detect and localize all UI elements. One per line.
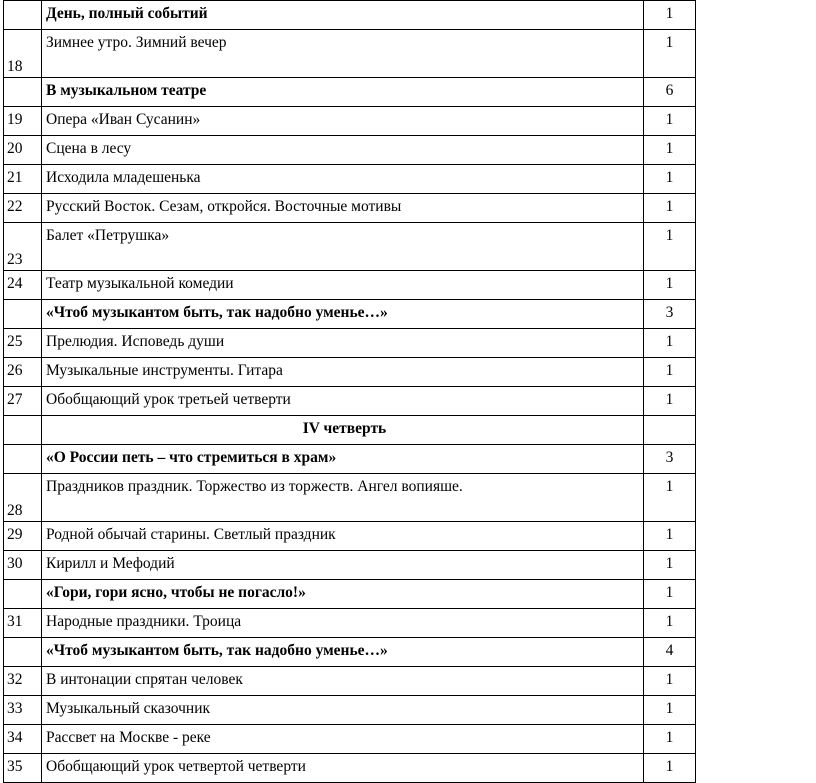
lesson-number: 29 [4,522,42,551]
lesson-title: Рассвет на Москве - реке [42,725,644,754]
table-row [4,445,696,474]
lesson-number: 28 [4,474,42,522]
table-row [4,696,696,725]
table-row [4,300,696,329]
lesson-number [4,638,42,667]
table-row [4,580,696,609]
hours-count: 1 [644,387,696,416]
table-row [4,165,696,194]
hours-count: 1 [644,1,696,30]
hours-count: 1 [644,271,696,300]
lesson-title: Родной обычай старины. Светлый праздник [42,522,644,551]
hours-count: 1 [644,194,696,223]
hours-count: 1 [644,223,696,271]
lesson-title: Обобщающий урок третьей четверти [42,387,644,416]
lesson-number: 24 [4,271,42,300]
section-title: «Чтоб музыкантом быть, так надобно уменье…» [42,300,644,329]
hours-count: 1 [644,725,696,754]
lesson-number: 25 [4,329,42,358]
lesson-title: Русский Восток. Сезам, откройся. Восточные мотивы [42,194,644,223]
hours-count: 1 [644,107,696,136]
hours-count: 1 [644,329,696,358]
hours-count: 1 [644,551,696,580]
table-row [4,638,696,667]
section-title: «О России петь – что стремиться в храм» [42,445,644,474]
hours-count: 1 [644,609,696,638]
hours-count: 3 [644,300,696,329]
lesson-number [4,78,42,107]
table-row [4,551,696,580]
lesson-number: 32 [4,667,42,696]
lesson-number [4,300,42,329]
table-row [4,474,696,522]
lesson-title: Кирилл и Мефодий [42,551,644,580]
table-row [4,725,696,754]
lesson-title: Исходила младешенька [42,165,644,194]
lesson-title: Зимнее утро. Зимний вечер [42,30,644,78]
lesson-title: Сцена в лесу [42,136,644,165]
hours-count: 3 [644,445,696,474]
lesson-title: Опера «Иван Сусанин» [42,107,644,136]
lesson-number: 31 [4,609,42,638]
table-row [4,754,696,783]
table-row [4,609,696,638]
table-row [4,1,696,30]
table-row [4,107,696,136]
hours-count: 1 [644,165,696,194]
lesson-number: 33 [4,696,42,725]
lesson-plan-body [4,1,696,783]
lesson-number [4,580,42,609]
table-row [4,358,696,387]
lesson-number: 35 [4,754,42,783]
table-row [4,271,696,300]
table-row [4,136,696,165]
lesson-title: Музыкальные инструменты. Гитара [42,358,644,387]
section-title: «Чтоб музыкантом быть, так надобно уменье…» [42,638,644,667]
section-title: В музыкальном театре [42,78,644,107]
lesson-number: 26 [4,358,42,387]
hours-count: 1 [644,136,696,165]
hours-count: 1 [644,754,696,783]
hours-count: 1 [644,667,696,696]
hours-count [644,416,696,445]
lesson-number [4,416,42,445]
lesson-number: 18 [4,30,42,78]
lesson-number: 20 [4,136,42,165]
lesson-title: Народные праздники. Троица [42,609,644,638]
lesson-number: 22 [4,194,42,223]
table-row [4,387,696,416]
lesson-title: Праздников праздник. Торжество из торжеств. Ангел вопияше. [42,474,644,522]
hours-count: 1 [644,358,696,387]
table-row [4,194,696,223]
hours-count: 1 [644,580,696,609]
lesson-number: 27 [4,387,42,416]
table-row [4,223,696,271]
lesson-title: Музыкальный сказочник [42,696,644,725]
section-title: «Гори, гори ясно, чтобы не погасло!» [42,580,644,609]
lesson-title: Прелюдия. Исповедь души [42,329,644,358]
table-row [4,522,696,551]
lesson-number: 21 [4,165,42,194]
lesson-title: В интонации спрятан человек [42,667,644,696]
lesson-number [4,1,42,30]
table-row [4,329,696,358]
table-row [4,78,696,107]
lesson-plan-table [3,0,696,783]
lesson-title: Балет «Петрушка» [42,223,644,271]
table-row [4,416,696,445]
lesson-number [4,445,42,474]
lesson-number: 34 [4,725,42,754]
lesson-number: 30 [4,551,42,580]
lesson-title: Театр музыкальной комедии [42,271,644,300]
hours-count: 4 [644,638,696,667]
section-title: День, полный событий [42,1,644,30]
hours-count: 1 [644,522,696,551]
lesson-number: 19 [4,107,42,136]
hours-count: 1 [644,30,696,78]
table-row [4,30,696,78]
hours-count: 6 [644,78,696,107]
hours-count: 1 [644,696,696,725]
lesson-number: 23 [4,223,42,271]
quarter-heading: IV четверть [42,416,644,445]
hours-count: 1 [644,474,696,522]
lesson-title: Обобщающий урок четвертой четверти [42,754,644,783]
table-row [4,667,696,696]
